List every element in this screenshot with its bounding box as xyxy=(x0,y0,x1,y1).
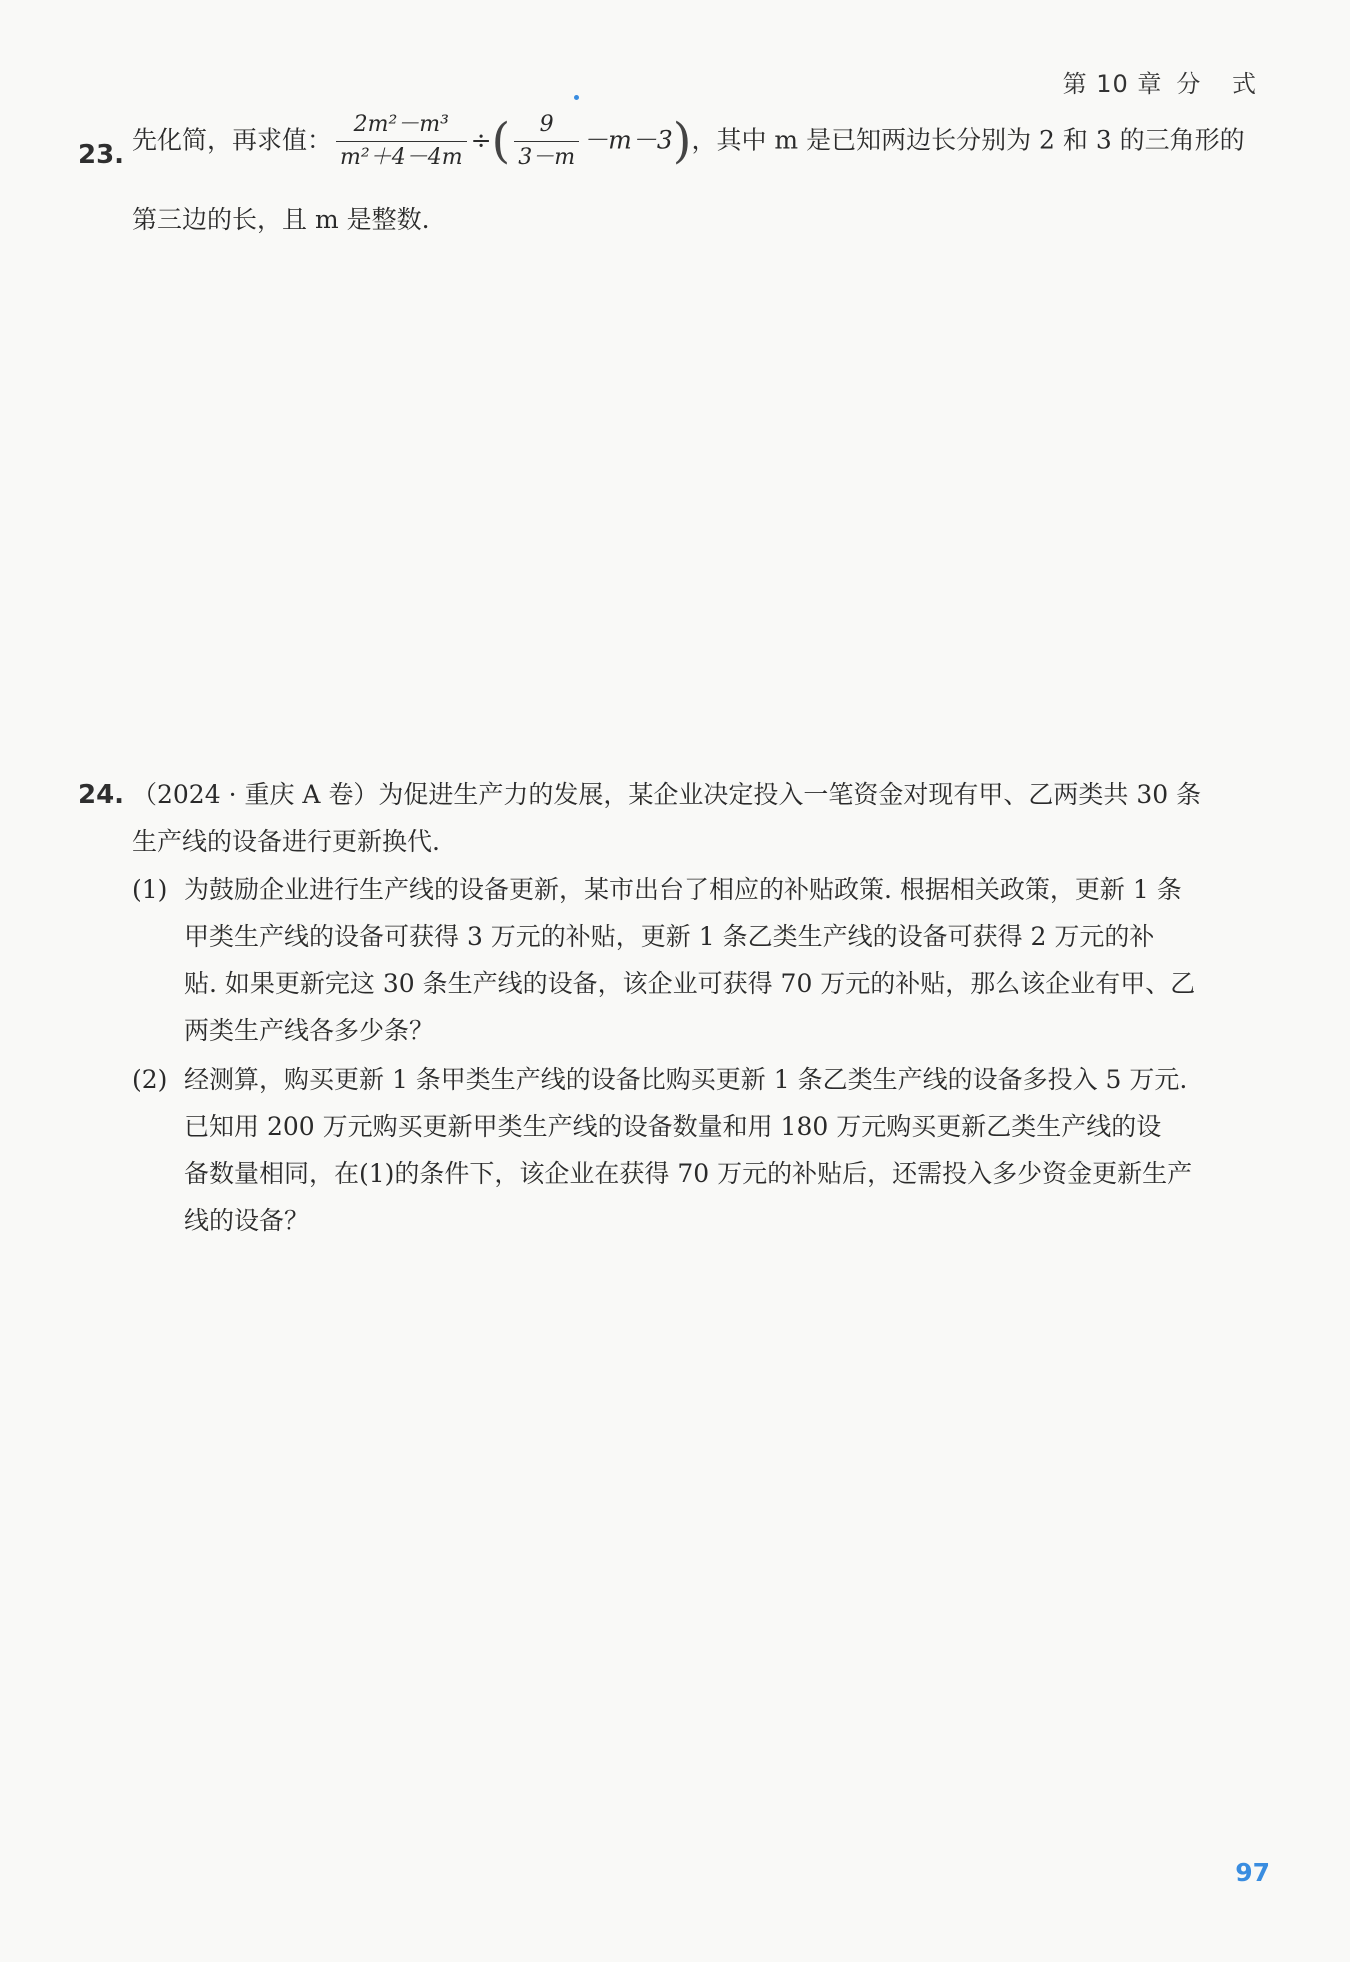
q23-frac2-denominator: 3－m xyxy=(518,145,576,171)
part-2-line: 经测算，购买更新 1 条甲类生产线的设备比购买更新 1 条乙类生产线的设备多投入 5 万元. xyxy=(184,1065,1188,1094)
question-23-line-2: 第三边的长，且 m 是整数. xyxy=(132,205,430,234)
question-23-number: 23. xyxy=(78,140,125,170)
question-23-line-1 xyxy=(132,112,1245,172)
part-2-line: 线的设备？ xyxy=(184,1206,310,1235)
q23-frac1-numerator: 2m²－m³ xyxy=(336,112,467,142)
chapter-label: 第 10 章 xyxy=(1062,70,1163,98)
q23-suffix: ，其中 m 是已知两边长分别为 2 和 3 的三角形的 xyxy=(691,125,1245,155)
page-number: 97 xyxy=(1235,1858,1270,1887)
part-2-label: (2) xyxy=(132,1065,168,1094)
question-24-line-2: 生产线的设备进行更新换代. xyxy=(132,827,440,856)
part-1-line: 贴. 如果更新完这 30 条生产线的设备，该企业可获得 70 万元的补贴，那么该企业有甲、乙 xyxy=(184,969,1196,998)
chapter-subject: 分 式 xyxy=(1176,70,1268,98)
q23-fraction-1 xyxy=(336,112,467,172)
part-2-line: 已知用 200 万元购买更新甲类生产线的设备数量和用 180 万元购买更新乙类生产线的设 xyxy=(184,1112,1162,1141)
left-paren: ( xyxy=(491,113,511,170)
q23-divide-sign: ÷ xyxy=(470,125,492,155)
q23-tail-expression: －m－3 xyxy=(583,125,673,155)
q23-frac1-denominator: m²＋4－4m xyxy=(340,145,463,171)
q23-frac2-numerator: 9 xyxy=(514,112,579,142)
blue-dot-mark xyxy=(574,95,579,100)
question-24-number: 24. xyxy=(78,780,125,810)
part-1-line: 甲类生产线的设备可获得 3 万元的补贴，更新 1 条乙类生产线的设备可获得 2 万元的补 xyxy=(184,922,1155,951)
part-1-line: 为鼓励企业进行生产线的设备更新，某市出台了相应的补贴政策. 根据相关政策，更新 1 条 xyxy=(184,875,1182,904)
chapter-header xyxy=(1063,64,1268,99)
part-2-line: 备数量相同，在(1)的条件下，该企业在获得 70 万元的补贴后，还需投入多少资金更新生产 xyxy=(184,1159,1193,1188)
q23-prefix: 先化简，再求值： xyxy=(132,125,333,155)
right-paren: ) xyxy=(672,113,692,170)
part-1-line: 两类生产线各多少条？ xyxy=(184,1016,435,1045)
part-1-label: (1) xyxy=(132,875,168,904)
question-24-line-1: （2024 · 重庆 A 卷）为促进生产力的发展，某企业决定投入一笔资金对现有甲、乙两类共 30 条 xyxy=(132,780,1202,809)
q23-fraction-2 xyxy=(514,112,579,172)
